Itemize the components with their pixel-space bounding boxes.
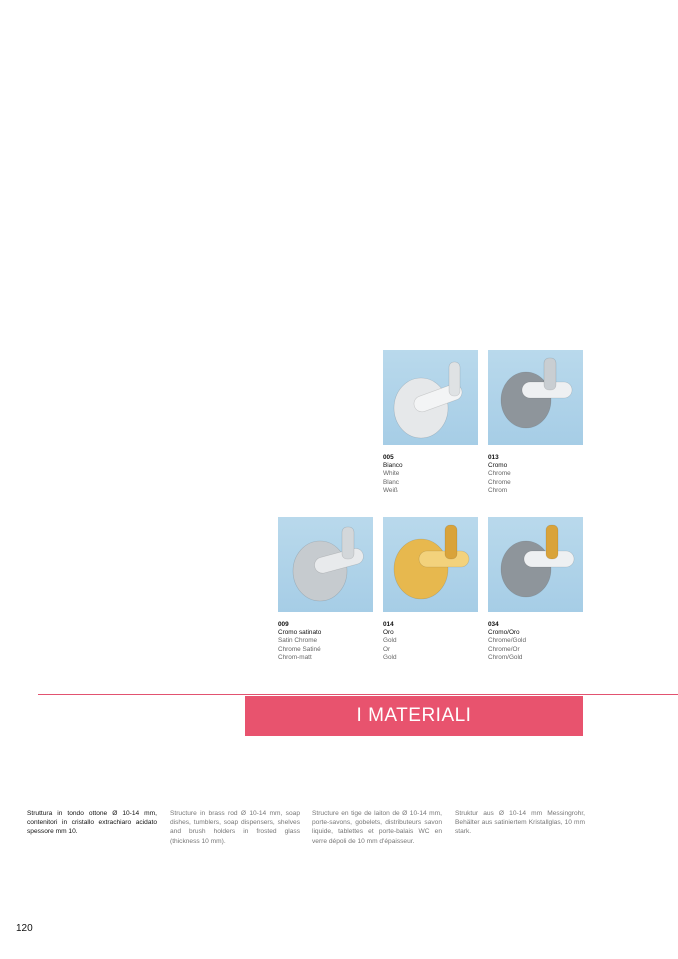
finish-name: Oro <box>383 629 394 637</box>
finish-name-de: Weiß <box>383 486 398 494</box>
finish-name: Cromo satinato <box>278 629 322 637</box>
section-title: I MATERIALI <box>356 705 472 726</box>
hook-stem <box>544 358 556 390</box>
hook-plate <box>394 539 448 599</box>
hook-stem <box>445 525 457 559</box>
hook-image <box>383 517 478 612</box>
finish-name: Bianco <box>383 462 403 470</box>
finish-code: 014 <box>383 621 394 628</box>
finish-name: Cromo/Oro <box>488 629 520 637</box>
page-number: 120 <box>16 923 33 934</box>
description-en: Structure in brass rod Ø 10-14 mm, soap dishes, tumblers, soap dispensers, shelves and brush holders in frosted glass (thickness 10 mm). <box>170 810 300 845</box>
finish-name-de: Chrom/Gold <box>488 653 523 661</box>
hook-image <box>383 350 478 445</box>
finish-name-de: Gold <box>383 653 397 661</box>
finish-swatch-014 <box>383 517 478 612</box>
finish-name-en: White <box>383 470 400 478</box>
finish-caption-014 <box>383 621 483 662</box>
finish-caption-034 <box>488 621 588 662</box>
hook-plate <box>501 372 551 428</box>
finish-swatch-013 <box>488 350 583 445</box>
finish-name-fr: Chrome <box>488 478 511 486</box>
hook-plate <box>501 541 551 597</box>
section-title-banner <box>245 696 583 736</box>
hook-image <box>278 517 373 612</box>
finish-name-en: Satin Chrome <box>278 637 318 645</box>
description-fr: Structure en tige de laiton de Ø 10-14 mm, porte-savons, gobelets, distributeurs savon liquide, tablettes et porte-balais WC en verre dépoli de 10 mm d'épaisseur. <box>312 810 442 845</box>
hook-image <box>488 350 583 445</box>
finish-name-fr: Or <box>383 645 391 653</box>
finish-name-en: Chrome/Gold <box>488 637 527 645</box>
finish-caption-009 <box>278 621 378 662</box>
finish-code: 005 <box>383 454 394 461</box>
finish-name-en: Gold <box>383 637 397 645</box>
finish-name-de: Chrom-matt <box>278 653 312 661</box>
finish-code: 013 <box>488 454 499 461</box>
finish-name-fr: Chrome/Or <box>488 645 520 653</box>
finish-caption-005 <box>383 454 483 495</box>
hook-image <box>488 517 583 612</box>
hook-stem <box>546 525 558 559</box>
finish-name: Cromo <box>488 462 508 470</box>
finish-code: 034 <box>488 621 499 628</box>
description-it: Struttura in tondo ottone Ø 10-14 mm, contenitori in cristallo extrachiaro acidato spessore mm 10. <box>27 810 157 836</box>
hook-stem <box>449 362 460 396</box>
section-divider <box>38 694 678 695</box>
hook-arm <box>419 551 469 567</box>
finish-name-de: Chrom <box>488 486 508 494</box>
finish-name-fr: Chrome Satiné <box>278 645 321 653</box>
finish-name-fr: Blanc <box>383 478 399 486</box>
finish-name-en: Chrome <box>488 470 511 478</box>
finish-swatch-034 <box>488 517 583 612</box>
description-de: Struktur aus Ø 10-14 mm Messingrohr, Behälter aus satiniertem Kristallglas, 10 mm stark. <box>455 810 585 836</box>
hook-stem <box>342 527 354 559</box>
finish-caption-013 <box>488 454 588 495</box>
finish-code: 009 <box>278 621 289 628</box>
finish-swatch-005 <box>383 350 478 445</box>
finish-swatch-009 <box>278 517 373 612</box>
